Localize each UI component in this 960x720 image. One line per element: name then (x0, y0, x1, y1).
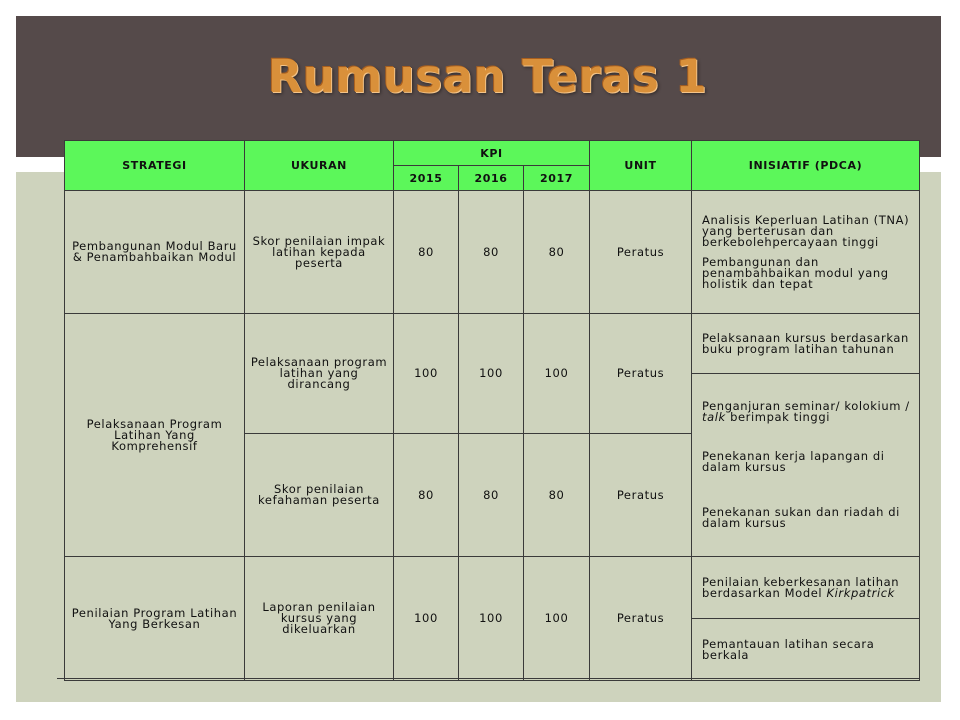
table-row (65, 314, 920, 374)
kpi-2017-cell: 100 (524, 314, 590, 434)
header-inisiatif: INISIATIF (PDCA) (692, 141, 920, 191)
ukuran-cell: Laporan penilaian kursus yang dikeluarkan (245, 557, 394, 681)
ukuran-cell: Skor penilaian kefahaman peserta (245, 434, 394, 557)
inisiatif-cell (692, 374, 920, 557)
kpi-2015-cell: 100 (394, 557, 459, 681)
inisiatif-item: Analisis Keperluan Latihan (TNA) yang berterusan dan berkebolehpercayaan tinggi (702, 212, 910, 249)
table-row (65, 191, 920, 314)
inisiatif-cell: Pemantauan latihan secara berkala (692, 619, 920, 681)
slide-title: Rumusan Teras 1 (267, 50, 708, 103)
unit-cell: Peratus (590, 314, 692, 434)
inisiatif-item: Pembangunan dan penambahbaikan modul yang holistik dan tepat (702, 254, 889, 291)
inisiatif-item: Penganjuran seminar/ kolokium / talk berimpak tinggi (702, 399, 910, 424)
inisiatif-cell: Pelaksanaan kursus berdasarkan buku program latihan tahunan (692, 314, 920, 374)
strategi-cell: Pembangunan Modul Baru & Penambahbaikan Modul (65, 191, 245, 314)
ukuran-cell: Pelaksanaan program latihan yang dirancang (245, 314, 394, 434)
kpi-2016-cell: 80 (459, 434, 524, 557)
inisiatif-cell: Penilaian keberkesanan latihan berdasarkan Model Kirkpatrick (692, 557, 920, 619)
kpi-2016-cell: 100 (459, 557, 524, 681)
kpi-2017-cell: 80 (524, 191, 590, 314)
header-year-2017: 2017 (524, 166, 590, 191)
kpi-2015-cell: 100 (394, 314, 459, 434)
header-ukuran: UKURAN (245, 141, 394, 191)
strategi-cell: Pelaksanaan Program Latihan Yang Komprehensif (65, 314, 245, 557)
kpi-2017-cell: 100 (524, 557, 590, 681)
kpi-2016-cell: 80 (459, 191, 524, 314)
header-row (65, 141, 920, 166)
header-year-2016: 2016 (459, 166, 524, 191)
kpi-2015-cell: 80 (394, 191, 459, 314)
header-strategi: STRATEGI (65, 141, 245, 191)
header-year-2015: 2015 (394, 166, 459, 191)
inisiatif-item: Penekanan sukan dan riadah di dalam kursus (702, 505, 900, 530)
unit-cell: Peratus (590, 557, 692, 681)
header-kpi: KPI (394, 141, 590, 166)
divider (57, 678, 920, 679)
header-unit: UNIT (590, 141, 692, 191)
table-row (65, 557, 920, 619)
unit-cell: Peratus (590, 434, 692, 557)
kpi-2016-cell: 100 (459, 314, 524, 434)
kpi-2015-cell: 80 (394, 434, 459, 557)
kpi-2017-cell: 80 (524, 434, 590, 557)
inisiatif-cell (692, 191, 920, 314)
strategi-cell: Penilaian Program Latihan Yang Berkesan (65, 557, 245, 681)
ukuran-cell: Skor penilaian impak latihan kepada peserta (245, 191, 394, 314)
unit-cell: Peratus (590, 191, 692, 314)
kpi-table (64, 140, 920, 681)
inisiatif-item: Penekanan kerja lapangan di dalam kursus (702, 449, 885, 474)
